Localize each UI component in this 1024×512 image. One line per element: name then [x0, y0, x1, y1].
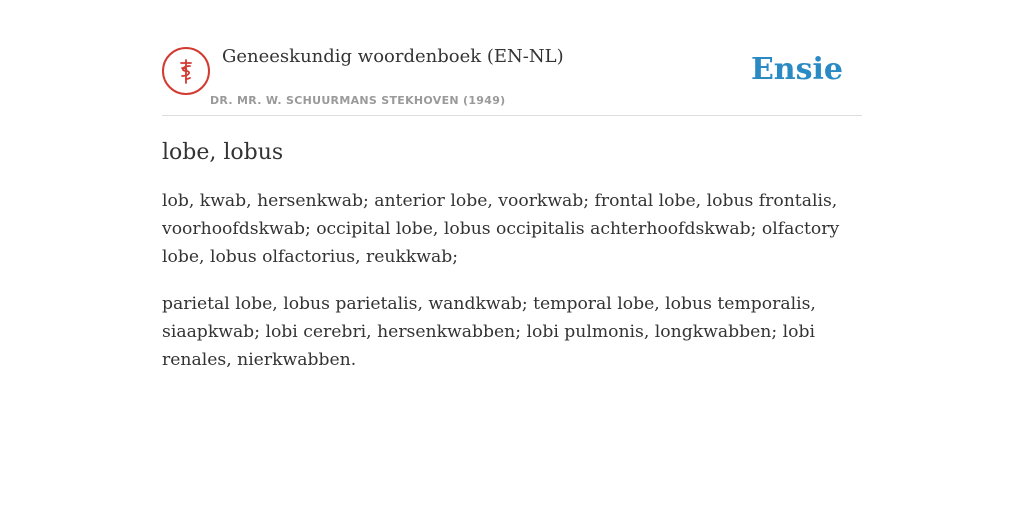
entry-title: lobe, lobus [162, 140, 284, 165]
header [162, 40, 862, 116]
definition-paragraph-2: parietal lobe, lobus parietalis, wandkwab; temporal lobe, lobus temporalis, siaapkwab; lobi cerebri, hersenkwabben; lobi pulmonis, longkwabben; lobi renales, nierkwabben. [162, 294, 816, 370]
dictionary-author: DR. MR. W. SCHUURMANS STEKHOVEN (1949) [210, 94, 506, 107]
definition-paragraph-1: lob, kwab, hersenkwab; anterior lobe, voorkwab; frontal lobe, lobus frontalis, voorhoofdskwab; occipital lobe, lobus occipitalis achterhoofdskwab; olfactory lobe, lobus olfactorius, reukkwab; [162, 191, 840, 267]
dictionary-title[interactable]: Geneeskundig woordenboek (EN-NL) [222, 46, 564, 67]
ensie-logo-link[interactable]: Ensie [750, 52, 843, 87]
entry-card [162, 40, 862, 374]
caduceus-icon [162, 47, 210, 95]
